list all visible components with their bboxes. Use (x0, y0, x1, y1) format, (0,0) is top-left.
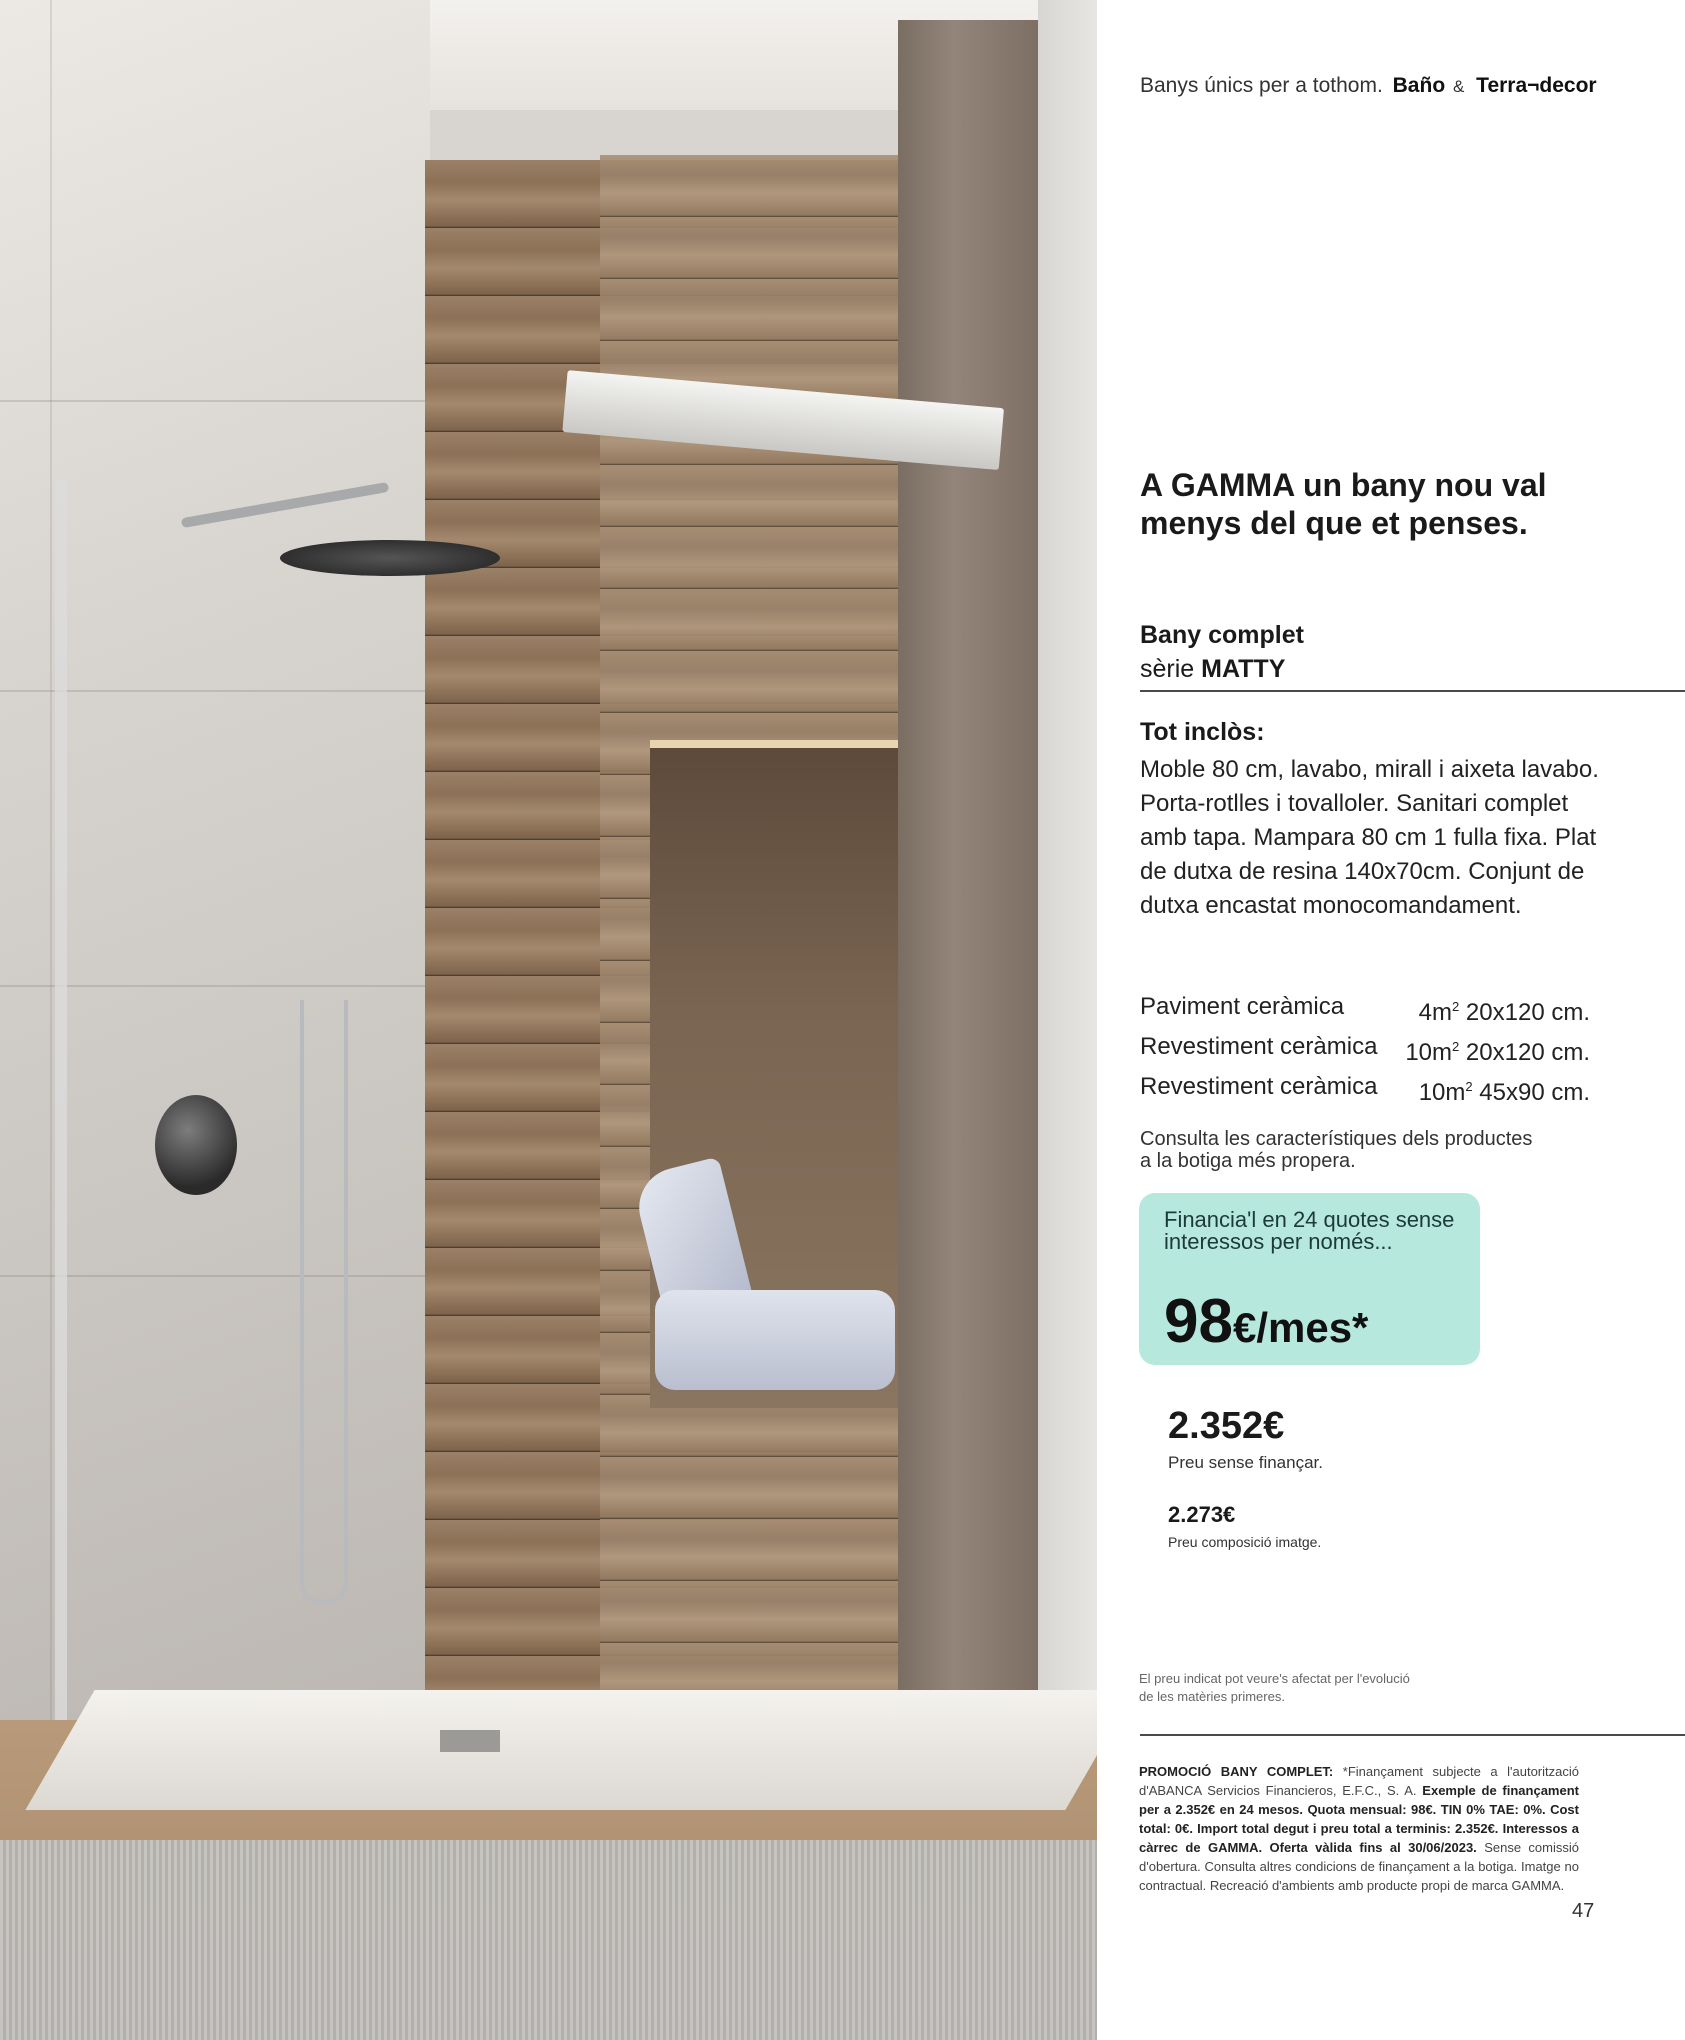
brand-logo-bano: Baño (1392, 74, 1446, 97)
spec-label: Revestiment ceràmica (1140, 1073, 1378, 1100)
page-headline: A GAMMA un bany nou val menys del que et penses. (1140, 467, 1547, 541)
product-line2 (1140, 652, 1304, 686)
shower-hose (300, 1000, 348, 1604)
shower-drain (440, 1730, 500, 1752)
brand-ampersand: & (1452, 77, 1465, 96)
financing-amount (1164, 1287, 1369, 1359)
legal-text-2: Sense comissió d'obertura. Consulta altres condicions de finançament a la botiga. Imatge no contractual. Recreació d'ambients amb producte propi de marca GAMMA. (1139, 1840, 1579, 1893)
spec-value: $10m^2$ 20x120 cm. (1405, 1039, 1590, 1066)
spec-list (1140, 990, 1590, 1110)
price-image-composition-label: Preu composició imatge. (1168, 1534, 1322, 1550)
price-image-composition: 2.273€ (1168, 1502, 1236, 1527)
product-line1: Bany complet (1140, 621, 1304, 649)
financing-amount-unit: €/mes* (1232, 1304, 1369, 1351)
financing-amount-number: 98 (1164, 1287, 1233, 1356)
product-series-prefix: sèrie (1140, 655, 1195, 683)
rain-shower-head (280, 540, 500, 576)
financing-text: Financia'l en 24 quotes sense interessos per només... (1164, 1207, 1455, 1254)
consult-note: Consulta les característiques dels productes a la botiga més propera. (1140, 1128, 1533, 1172)
product-title (1140, 618, 1304, 686)
spec-label: Paviment ceràmica (1140, 993, 1345, 1020)
brand-logo-terradecor: Terra¬decor (1476, 74, 1597, 97)
shower-valve (155, 1095, 237, 1195)
cushion (655, 1290, 895, 1390)
wall-edge (1038, 0, 1097, 1800)
page-number: 47 (1572, 1900, 1595, 1922)
legal-text (1139, 1762, 1579, 1895)
price-no-financing: 2.352€ (1168, 1405, 1285, 1447)
stone-pillar (898, 20, 1038, 1760)
financing-box (1139, 1193, 1480, 1365)
rug (0, 1840, 1097, 2040)
spec-row (1140, 990, 1590, 1030)
product-series-name: MATTY (1201, 655, 1286, 683)
spec-row (1140, 1030, 1590, 1070)
legal-text-1: *Finançament subjecte a l'autorització d'ABANCA Servicios Financieros, E.F.C., S. A. (1139, 1764, 1579, 1798)
legal-bold: Exemple de finançament per a 2.352€ en 24 mesos. Quota mensual: 98€. TIN 0% TAE: 0%. Cost total: 0€. Import total degut i preu total a terminis: 2.352€. Interessos a càrrec de GAMMA. Oferta vàlida fins al 30/06/2023. (1139, 1783, 1579, 1855)
divider-top (1140, 690, 1685, 692)
price-no-financing-label: Preu sense finançar. (1168, 1453, 1323, 1472)
divider-bottom (1140, 1734, 1685, 1736)
spec-value: $10m^2$ 45x90 cm. (1418, 1079, 1590, 1106)
tagline-text: Banys únics per a tothom. (1140, 74, 1383, 97)
spec-row (1140, 1070, 1590, 1110)
spec-label: Revestiment ceràmica (1140, 1033, 1378, 1060)
spec-value: $4m^2$ 20x120 cm. (1418, 999, 1590, 1026)
glass-screen-edge (55, 480, 67, 1740)
included-description: Moble 80 cm, lavabo, mirall i aixeta lavabo. Porta-rotlles i tovalloler. Sanitari complet amb tapa. Mampara 80 cm 1 fulla fixa. Plat de dutxa de resina 140x70cm. Conjunt de dutxa encastat monocomandament. (1140, 756, 1599, 919)
shower-tray (25, 1690, 1097, 1810)
included-title: Tot inclòs: (1140, 718, 1265, 746)
price-disclaimer: El preu indicat pot veure's afectat per l'evolució de les matèries primeres. (1139, 1671, 1410, 1704)
header-tagline (1140, 74, 1597, 98)
legal-title: PROMOCIÓ BANY COMPLET: (1139, 1764, 1334, 1779)
